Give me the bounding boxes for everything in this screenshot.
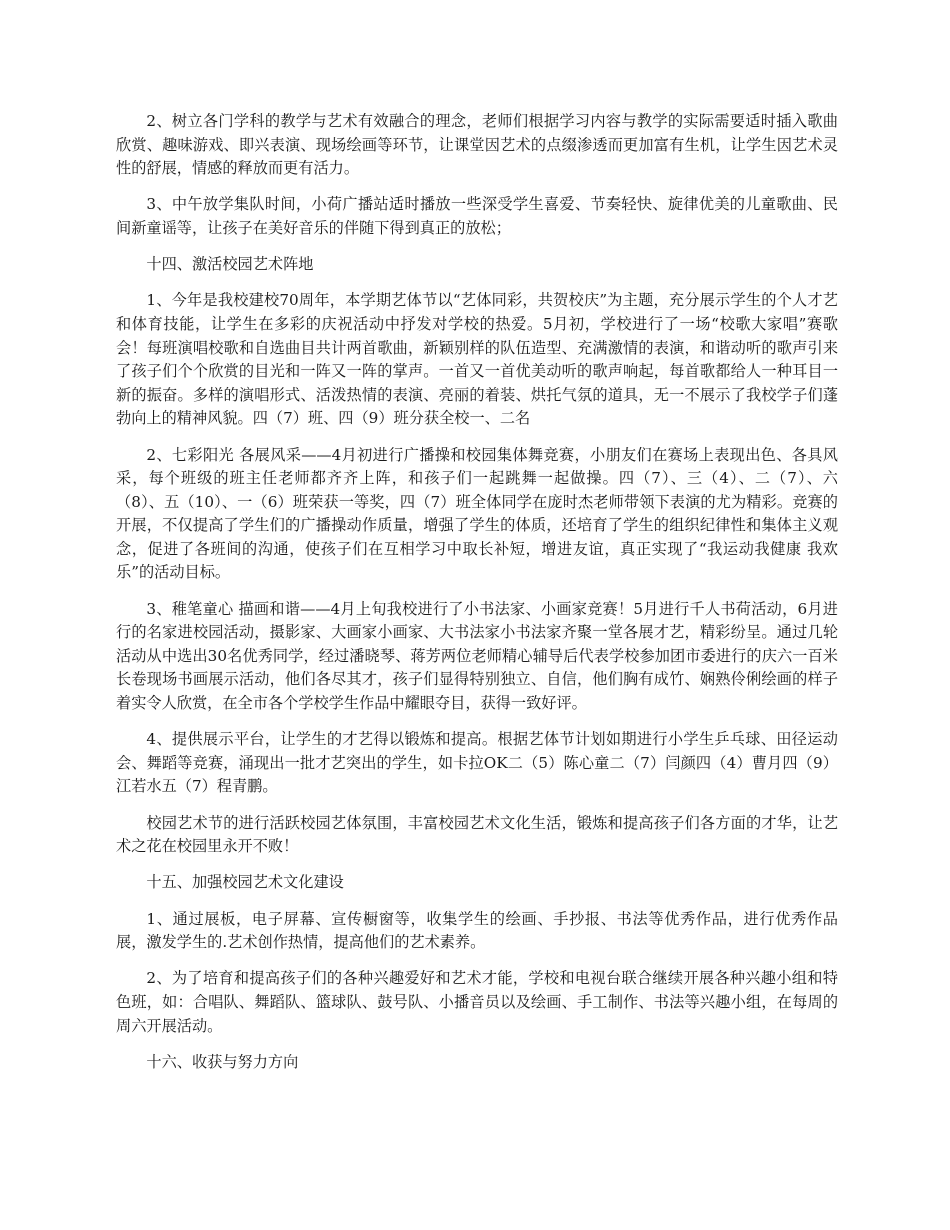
section-heading: 十六、收获与努力方向 <box>146 1052 299 1071</box>
paragraph: 2、七彩阳光 各展风采——4月初进行广播操和校园集体舞竞赛，小朋友们在赛场上表现出色、各具风采，每个班级的班主任老师都齐齐上阵，和孩子们一起跳舞一起做操。四（7）、三（4）、二（7）、六（8）、五（10）、一（6）班荣获一等奖，四（7）班全体同学在庞时杰老师带领下表演的尤为精彩。竞赛的开展，不仅提高了学生们的广播操动作质量，增强了学生的体质，还培育了学生的组织纪律性和集体主义观念，促进了各班间的沟通，使孩子们在互相学习中取长补短，增进友谊，真正实现了“我运动我健康 我欢乐”的活动目标。 <box>116 445 838 582</box>
paragraph: 4、提供展示平台，让学生的才艺得以锻炼和提高。根据艺体节计划如期进行小学生乒乓球、田径运动会、舞蹈等竞赛，涌现出一批才艺突出的学生，如卡拉OK二（5）陈心童二（7）闫颜四（4）曹月四（9）江若水五（7）程青鹏。 <box>116 730 838 796</box>
section-heading: 十五、加强校园艺术文化建设 <box>146 873 344 892</box>
paragraph: 1、今年是我校建校70周年，本学期艺体节以“艺体同彩，共贺校庆”为主题，充分展示学生的个人才艺和体育技能，让学生在多彩的庆祝活动中抒发对学校的热爱。5月初，学校进行了一场“校歌大家唱”赛歌会！每班演唱校歌和自选曲目共计两首歌曲，新颖别样的队伍造型、充满激情的表演，和谐动听的歌声引来了孩子们个个欣赏的目光和一阵又一阵的掌声。一首又一首优美动听的歌声响起，每首歌都给人一种耳目一新的振奋。多样的演唱形式、活泼热情的表演、亮丽的着装、烘托气氛的道具，无一不展示了我校学子们蓬勃向上的精神风貌。四（7）班、四（9）班分获全校一、二名 <box>116 291 838 428</box>
paragraph: 2、为了培育和提高孩子们的各种兴趣爱好和艺术才能，学校和电视台联合继续开展各种兴趣小组和特色班，如：合唱队、舞蹈队、篮球队、鼓号队、小播音员以及绘画、手工制作、书法等兴趣小组，在每周的周六开展活动。 <box>116 969 838 1035</box>
document-page <box>116 110 838 1087</box>
paragraph: 2、树立各门学科的教学与艺术有效融合的理念，老师们根据学习内容与教学的实际需要适时插入歌曲欣赏、趣味游戏、即兴表演、现场绘画等环节，让课堂因艺术的点缀渗透而更加富有生机，让学生因艺术灵性的舒展，情感的释放而更有活力。 <box>116 112 838 178</box>
paragraph: 3、稚笔童心 描画和谐——4月上旬我校进行了小书法家、小画家竞赛！5月进行千人书荷活动，6月进行的名家进校园活动，摄影家、大画家小画家、大书法家小书法家齐聚一堂各展才艺，精彩纷呈。通过几轮活动从中选出30名优秀同学，经过潘晓琴、蒋芳两位老师精心辅导后代表学校参加团市委进行的庆六一百米长卷现场书画展示活动，他们各尽其才，孩子们显得特别独立、自信，他们胸有成竹、娴熟伶俐绘画的样子着实令人欣赏，在全市各个学校学生作品中耀眼夺目，获得一致好评。 <box>116 599 838 713</box>
paragraph: 3、中午放学集队时间，小荷广播站适时播放一些深受学生喜爱、节奏轻快、旋律优美的儿童歌曲、民间新童谣等，让孩子在美好音乐的伴随下得到真正的放松； <box>116 195 838 237</box>
paragraph: 校园艺术节的进行活跃校园艺体氛围，丰富校园艺术文化生活，锻炼和提高孩子们各方面的才华，让艺术之花在校园里永开不败！ <box>116 813 838 856</box>
section-heading: 十四、激活校园艺术阵地 <box>146 255 314 274</box>
paragraph: 1、通过展板，电子屏幕、宣传橱窗等，收集学生的绘画、手抄报、书法等优秀作品，进行优秀作品展，激发学生的.艺术创作热情，提高他们的艺术素养。 <box>116 909 838 952</box>
